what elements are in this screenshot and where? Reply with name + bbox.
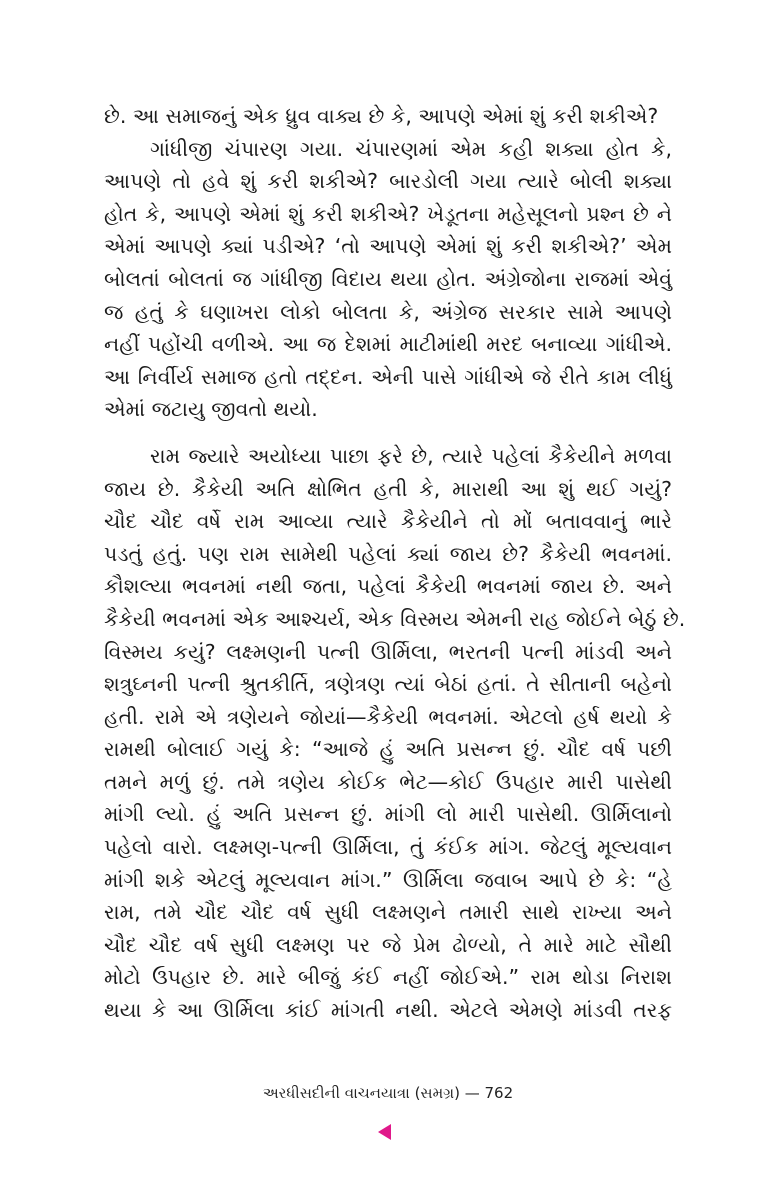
triangle-left-icon[interactable] [378,1124,391,1140]
text-line: કૈકેયી ભવનમાં એક આશ્ચર્ય, એક વિસ્મય એમની રાહ જોઈને બેઠું છે. [104,606,686,631]
paragraph-3 [104,440,686,1027]
text-line: નહીં પહોંચી વળીએ. આ જ દેશમાં માટીમાંથી મરદ બનાવ્યા ગાંધીએ. [104,332,672,357]
text-line: બોલતાં બોલતાં જ ગાંધીજી વિદાય થયા હોત. અંગ્રેજોના રાજમાં એવું [104,266,672,291]
text-line: પડતું હતું. પણ રામ સામેથી પહેલાં ક્યાં જાય છે? કૈકેયી ભવનમાં. [104,541,672,566]
text-line: ચૌદ ચૌદ વર્ષે રામ આવ્યા ત્યારે કૈકેયીને તો મોં બતાવવાનું ભારે [104,509,672,534]
text-line: વિસ્મય કયું? લક્ષ્મણની પત્ની ઊર્મિલા, ભરતની પત્ની માંડવી અને [104,639,672,664]
paragraph-2 [104,133,672,426]
page-footer: અરધીસદીની વાચનયાત્રા (સમગ્ર) — 762 [262,1084,514,1102]
page-body [104,100,686,1027]
text-line: મોટો ઉપહાર છે. મારે બીજું કંઈ નહીં જોઈએ.” રામ થોડા નિરાશ [104,965,672,990]
paragraph-1 [104,100,672,133]
text-line: ગાંધીજી ચંપારણ ગયા. ચંપારણમાં એમ કહી શક્યા હોત કે, [150,136,672,161]
text-line: માંગી લ્યો. હું અતિ પ્રસન્ન છું. માંગી લો મારી પાસેથી. ઊર્મિલાનો [104,802,672,827]
text-line: રામથી બોલાઈ ગયું કે: “આજે હું અતિ પ્રસન્ન છું. ચૌદ વર્ષ પછી [104,737,672,762]
text-line: પહેલો વારો. લક્ષ્મણ-પત્ની ઊર્મિલા, તું કંઈક માંગ. જેટલું મૂલ્યવાન [104,835,672,860]
text-line: આપણે તો હવે શું કરી શકીએ? બારડોલી ગયા ત્યારે બોલી શક્યા [104,169,672,194]
text-line: આ નિર્વીર્ય સમાજ હતો તદ્દન. એની પાસે ગાંધીએ જે રીતે કામ લીધું [104,364,672,389]
text-line: હોત કે, આપણે એમાં શું કરી શકીએ? ખેડૂતના મહેસૂલનો પ્રશ્ન છે ને [104,201,672,226]
text-line: રામ, તમે ચૌદ ચૌદ વર્ષ સુધી લક્ષ્મણને તમારી સાથે રાખ્યા અને [104,900,672,925]
text-line: ચૌદ ચૌદ વર્ષ સુધી લક્ષ્મણ પર જે પ્રેમ ઢોળ્યો, તે મારે માટે સૌથી [104,932,672,957]
text-line: હતી. રામે એ ત્રણેયને જોયાં—કૈકેયી ભવનમાં. એટલો હર્ષ થયો કે [104,704,672,729]
text-line: રામ જ્યારે અયોધ્યા પાછા ફરે છે, ત્યારે પહેલાં કૈકેયીને મળવા [150,443,672,468]
text-line: થયા કે આ ઊર્મિલા કાંઈ માંગતી નથી. એટલે એમણે માંડવી તરફ [104,998,672,1023]
text-line: કૌશલ્યા ભવનમાં નથી જતા, પહેલાં કૈકેયી ભવનમાં જાય છે. અને [104,574,672,599]
text-line: માંગી શકે એટલું મૂલ્યવાન માંગ.” ઊર્મિલા જવાબ આપે છે કે: “હે [104,867,672,892]
text-line: એમાં આપણે ક્યાં પડીએ? ‘તો આપણે એમાં શું કરી શકીએ?’ એમ [104,234,672,259]
text-line: જાય છે. કૈકેયી અતિ ક્ષોભિત હતી કે, મારાથી આ શું થઈ ગયું? [104,476,672,501]
text-line: છે. આ સમાજનું એક ધ્રુવ વાક્ય છે કે, આપણે એમાં શું કરી શકીએ? [104,104,659,128]
text-line: શત્રુઘ્નની પત્ની શ્રુતકીર્તિ, ત્રણેત્રણ ત્યાં બેઠાં હતાં. તે સીતાની બહેનો [104,672,672,697]
text-line: એમાં જટાયુ જીવતો થયો. [104,397,318,422]
text-line: તમને મળું છું. તમે ત્રણેય કોઈક ભેટ—કોઈ ઉપહાર મારી પાસેથી [104,769,672,794]
text-line: જ હતું કે ઘણાખરા લોકો બોલતા કે, અંગ્રેજ સરકાર સામે આપણે [104,299,672,324]
